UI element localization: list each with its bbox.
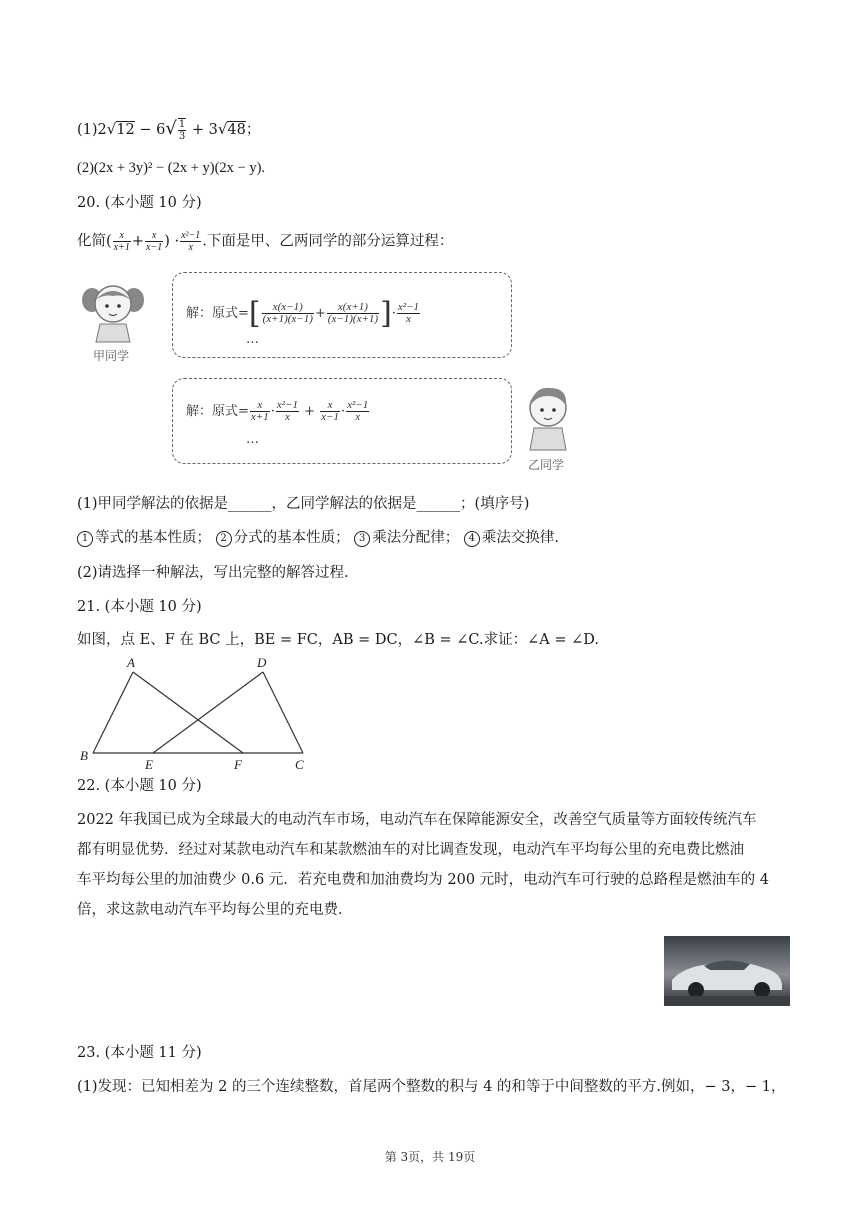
yi-solution: 解：原式= $\frac{x}{x+1}$ · $\frac{\text{x²−1}}{x}$ + $\frac{x}{x-1}$ · $\frac{\text{x²−1}}{x}$ <box>186 399 369 423</box>
q20-options: 1 等式的基本性质； 2 分式的基本性质； 3 乘法分配律； 4 乘法交换律. <box>77 528 559 548</box>
jia-label: 甲同学 <box>93 349 130 363</box>
triangle-diagram <box>76 652 316 774</box>
label-F: F <box>234 757 242 772</box>
yi-ellipsis: … <box>246 432 259 447</box>
option-mark-2: 2 <box>216 531 232 547</box>
q20-intro: 化简( $\frac{x}{x+1}$ + $\frac{x}{x-1}$ ) · $\frac{\text{x²−1}}{x}$ .下面是甲、乙两同学的部分运算过程： <box>77 230 454 253</box>
option-mark-4: 4 <box>464 531 480 547</box>
jia-ellipsis: … <box>246 332 259 347</box>
q23-line1: (1)发现：已知相差为 2 的三个连续整数，首尾两个整数的积与 4 的和等于中间整数的平方.例如，− 3，− 1， <box>77 1079 786 1095</box>
q22-header: 22. (本小题 10 分) <box>77 778 202 794</box>
q23-header: 23. (本小题 11 分) <box>77 1045 202 1061</box>
jia-solution: 解：原式=[ $\frac{x(x-1)}{(x+1)(x-1)}$ + $\frac{x(x+1)}{(x-1)(x+1)}$ ]· $\frac{\text{x²−1}}{x}$ <box>186 296 420 331</box>
girl-illustration <box>78 280 148 345</box>
label-E: E <box>145 757 153 772</box>
label-C: C <box>295 757 304 772</box>
option-mark-3: 3 <box>354 531 370 547</box>
q20-question1: (1)甲同学解法的依据是______，乙同学解法的依据是______；(填序号) <box>77 496 530 512</box>
boy-illustration <box>518 382 578 452</box>
car-photo <box>664 936 790 1006</box>
label-B: B <box>80 748 88 763</box>
label-D: D <box>257 655 267 670</box>
q19-part1: (1)2√12 − 6√ $\frac{1}{3}$ + 3√48； <box>77 118 261 142</box>
q19-part2: (2)(2x + 3y)² − (2x + y)(2x − y). <box>77 160 266 176</box>
yi-label: 乙同学 <box>528 458 565 472</box>
label-A: A <box>127 655 135 670</box>
option-mark-1: 1 <box>77 531 93 547</box>
q22-paragraph: 2022 年我国已成为全球最大的电动汽车市场，电动汽车在保障能源安全，改善空气质量等方面较传统汽车 都有明显优势．经过对某款电动汽车和某款燃油车的对比调查发现，电动汽车平均每公里的充电费比燃油 车平均每公里的加油费少 0.6 元．若充电费和加油费均为 200 元时，电动汽车可行驶的总路程是燃油车的 4 倍，求这款电动汽车平均每公里的充电费． <box>77 812 770 918</box>
q21-text: 如图，点 E、F 在 BC 上，BE = FC，AB = DC，∠B = ∠C.求证：∠A = ∠D. <box>77 632 599 648</box>
q20-question2: (2)请选择一种解法，写出完整的解答过程. <box>77 565 349 581</box>
q20-header: 20. (本小题 10 分) <box>77 195 202 211</box>
page-footer: 第 3页，共 19页 <box>384 1150 476 1164</box>
q21-header: 21. (本小题 10 分) <box>77 599 202 615</box>
